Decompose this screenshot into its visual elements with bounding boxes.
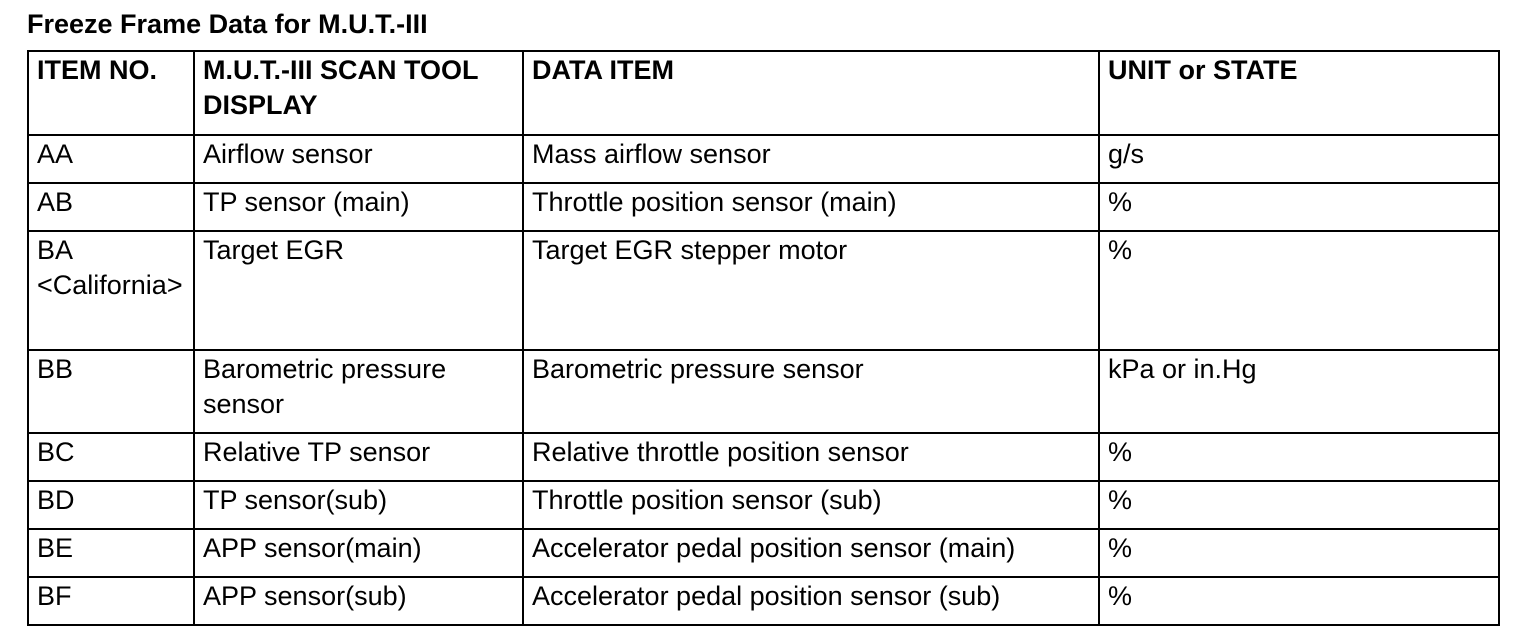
table-row: [28, 183, 1499, 231]
header-scan-tool-display: M.U.T.-III SCAN TOOL DISPLAY: [194, 51, 523, 135]
table-row: [28, 231, 1499, 350]
cell-display: Relative TP sensor: [194, 433, 523, 481]
table-row: [28, 577, 1499, 625]
cell-item-no: AB: [28, 183, 194, 231]
table-row: [28, 433, 1499, 481]
cell-unit: %: [1099, 433, 1499, 481]
cell-item-no: AA: [28, 135, 194, 183]
cell-data-item: Throttle position sensor (sub): [523, 481, 1099, 529]
header-unit-or-state: UNIT or STATE: [1099, 51, 1499, 135]
table-row: [28, 529, 1499, 577]
table-row: [28, 135, 1499, 183]
cell-data-item: Relative throttle position sensor: [523, 433, 1099, 481]
cell-data-item: Mass airflow sensor: [523, 135, 1099, 183]
cell-item-no: BF: [28, 577, 194, 625]
cell-unit: %: [1099, 577, 1499, 625]
page-title: Freeze Frame Data for M.U.T.-III: [27, 9, 428, 39]
cell-data-item: Throttle position sensor (main): [523, 183, 1099, 231]
cell-display: Barometric pressure sensor: [194, 350, 523, 433]
cell-data-item: Barometric pressure sensor: [523, 350, 1099, 433]
cell-display: Airflow sensor: [194, 135, 523, 183]
header-item-no: ITEM NO.: [28, 51, 194, 135]
header-data-item: DATA ITEM: [523, 51, 1099, 135]
cell-unit: %: [1099, 481, 1499, 529]
cell-data-item: Target EGR stepper motor: [523, 231, 1099, 350]
cell-item-no: BA <California>: [28, 231, 194, 350]
table-header-row: [28, 51, 1499, 135]
cell-display: TP sensor(sub): [194, 481, 523, 529]
table-row: [28, 350, 1499, 433]
table-row: [28, 481, 1499, 529]
cell-item-no: BD: [28, 481, 194, 529]
cell-data-item: Accelerator pedal position sensor (sub): [523, 577, 1099, 625]
cell-unit: %: [1099, 183, 1499, 231]
cell-display: Target EGR: [194, 231, 523, 350]
cell-item-no: BC: [28, 433, 194, 481]
freeze-frame-table: [27, 50, 1500, 626]
cell-unit: %: [1099, 529, 1499, 577]
cell-display: TP sensor (main): [194, 183, 523, 231]
cell-display: APP sensor(main): [194, 529, 523, 577]
cell-unit: kPa or in.Hg: [1099, 350, 1499, 433]
cell-unit: %: [1099, 231, 1499, 350]
cell-unit: g/s: [1099, 135, 1499, 183]
cell-item-no: BE: [28, 529, 194, 577]
cell-item-no: BB: [28, 350, 194, 433]
cell-data-item: Accelerator pedal position sensor (main): [523, 529, 1099, 577]
cell-display: APP sensor(sub): [194, 577, 523, 625]
